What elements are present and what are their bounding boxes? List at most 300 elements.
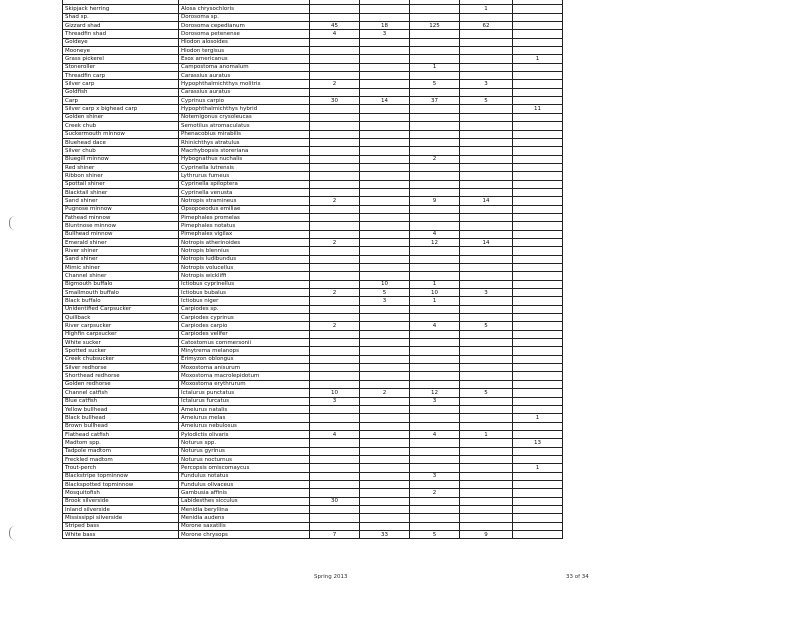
count-cell <box>460 222 513 230</box>
scientific-name-cell: Carassius auratus <box>179 72 310 80</box>
common-name-cell: Spotted sucker <box>63 347 179 355</box>
count-cell <box>513 255 563 263</box>
count-cell <box>360 314 410 322</box>
count-cell <box>513 514 563 522</box>
count-cell <box>360 480 410 488</box>
count-cell <box>410 422 460 430</box>
count-cell: 2 <box>410 155 460 163</box>
count-cell <box>310 514 360 522</box>
count-cell <box>460 455 513 463</box>
table-row <box>63 222 563 230</box>
count-cell <box>513 13 563 21</box>
scientific-name-cell: Menidia beryllina <box>179 505 310 513</box>
count-cell: 33 <box>360 531 410 539</box>
table-row <box>63 247 563 255</box>
count-cell <box>410 405 460 413</box>
common-name-cell: Unidentified Carpsucker <box>63 305 179 313</box>
count-cell <box>410 514 460 522</box>
count-cell <box>410 314 460 322</box>
count-cell <box>310 147 360 155</box>
common-name-cell: Red shiner <box>63 163 179 171</box>
count-cell: 10 <box>410 289 460 297</box>
count-cell <box>360 13 410 21</box>
count-cell <box>360 514 410 522</box>
count-cell <box>360 264 410 272</box>
count-cell <box>310 297 360 305</box>
count-cell <box>360 205 410 213</box>
scientific-name-cell: Notropis ludibundus <box>179 255 310 263</box>
common-name-cell: Silver carp <box>63 80 179 88</box>
count-cell <box>513 180 563 188</box>
count-cell <box>410 163 460 171</box>
count-cell <box>513 505 563 513</box>
scientific-name-cell: Alosa chrysochloris <box>179 5 310 13</box>
count-cell <box>310 222 360 230</box>
scientific-name-cell: Cyprinella spiloptera <box>179 180 310 188</box>
count-cell: 12 <box>410 238 460 246</box>
count-cell: 4 <box>310 30 360 38</box>
common-name-cell: Mississippi silverside <box>63 514 179 522</box>
count-cell <box>410 355 460 363</box>
scientific-name-cell: Cyprinus carpio <box>179 97 310 105</box>
count-cell <box>360 63 410 71</box>
common-name-cell: Golden redhorse <box>63 380 179 388</box>
common-name-cell: White bass <box>63 531 179 539</box>
count-cell <box>460 147 513 155</box>
common-name-cell: White sucker <box>63 339 179 347</box>
scientific-name-cell: Hypophthalmichthys molitrix <box>179 80 310 88</box>
table-row <box>63 130 563 138</box>
count-cell <box>460 255 513 263</box>
table-row <box>63 297 563 305</box>
count-cell <box>460 47 513 55</box>
count-cell <box>410 497 460 505</box>
table-row <box>63 347 563 355</box>
count-cell <box>360 497 410 505</box>
scientific-name-cell: Gambusia affinis <box>179 489 310 497</box>
count-cell <box>360 322 410 330</box>
count-cell <box>460 489 513 497</box>
count-cell <box>410 272 460 280</box>
count-cell <box>310 55 360 63</box>
count-cell <box>310 439 360 447</box>
count-cell <box>410 188 460 196</box>
scientific-name-cell: Morone saxatilis <box>179 522 310 530</box>
common-name-cell: Black bullhead <box>63 414 179 422</box>
table-row <box>63 163 563 171</box>
table-row <box>63 405 563 413</box>
count-cell <box>310 72 360 80</box>
scientific-name-cell: Ameiurus nebulosus <box>179 422 310 430</box>
common-name-cell: Carp <box>63 97 179 105</box>
count-cell <box>410 213 460 221</box>
count-cell <box>513 347 563 355</box>
count-cell <box>310 314 360 322</box>
count-cell <box>310 155 360 163</box>
scientific-name-cell: Macrhybopsis storeriana <box>179 147 310 155</box>
count-cell <box>513 222 563 230</box>
common-name-cell: Golden shiner <box>63 113 179 121</box>
margin-bracket-mark <box>9 216 16 230</box>
count-cell: 5 <box>410 531 460 539</box>
table-row <box>63 30 563 38</box>
table-row <box>63 505 563 513</box>
count-cell <box>460 522 513 530</box>
common-name-cell: Madtom spp. <box>63 439 179 447</box>
count-cell <box>460 264 513 272</box>
table-row <box>63 289 563 297</box>
count-cell <box>460 472 513 480</box>
scientific-name-cell: Ictalurus punctatus <box>179 389 310 397</box>
count-cell <box>513 155 563 163</box>
count-cell <box>310 380 360 388</box>
table-row <box>63 80 563 88</box>
count-cell <box>513 63 563 71</box>
table-row <box>63 514 563 522</box>
count-cell <box>460 405 513 413</box>
count-cell: 5 <box>360 289 410 297</box>
count-cell <box>410 172 460 180</box>
common-name-cell: Silver redhorse <box>63 364 179 372</box>
table-row <box>63 314 563 322</box>
count-cell <box>360 505 410 513</box>
count-cell <box>460 372 513 380</box>
count-cell <box>310 172 360 180</box>
scientific-name-cell: Campostoma anomalum <box>179 63 310 71</box>
common-name-cell: Silver chub <box>63 147 179 155</box>
count-cell <box>513 247 563 255</box>
table-row <box>63 264 563 272</box>
count-cell <box>360 422 410 430</box>
common-name-cell: River shiner <box>63 247 179 255</box>
table-row <box>63 472 563 480</box>
scientific-name-cell: Noturus gyrinus <box>179 447 310 455</box>
count-cell <box>310 405 360 413</box>
count-cell <box>460 439 513 447</box>
count-cell <box>460 30 513 38</box>
scientific-name-cell: Pimephales notatus <box>179 222 310 230</box>
count-cell <box>460 188 513 196</box>
scientific-name-cell: Hiodon tergisus <box>179 47 310 55</box>
scientific-name-cell: Erimyzon oblongus <box>179 355 310 363</box>
count-cell <box>410 455 460 463</box>
count-cell <box>513 113 563 121</box>
count-cell: 62 <box>460 22 513 30</box>
common-name-cell: Brown bullhead <box>63 422 179 430</box>
count-cell <box>360 455 410 463</box>
count-cell <box>460 339 513 347</box>
count-cell <box>410 255 460 263</box>
common-name-cell: Goldfish <box>63 88 179 96</box>
count-cell <box>310 230 360 238</box>
common-name-cell: Bluegill minnow <box>63 155 179 163</box>
count-cell <box>513 130 563 138</box>
count-cell <box>460 163 513 171</box>
count-cell <box>460 122 513 130</box>
scientific-name-cell: Catostomus commersonii <box>179 339 310 347</box>
count-cell <box>360 163 410 171</box>
count-cell: 3 <box>410 397 460 405</box>
count-cell: 12 <box>410 389 460 397</box>
count-cell <box>360 405 410 413</box>
common-name-cell: Emerald shiner <box>63 238 179 246</box>
count-cell <box>410 464 460 472</box>
count-cell <box>513 389 563 397</box>
common-name-cell: Trout-perch <box>63 464 179 472</box>
count-cell <box>310 13 360 21</box>
count-cell <box>310 88 360 96</box>
count-cell: 3 <box>360 297 410 305</box>
count-cell <box>310 63 360 71</box>
count-cell <box>513 280 563 288</box>
count-cell: 4 <box>410 230 460 238</box>
count-cell <box>410 222 460 230</box>
count-cell <box>513 122 563 130</box>
count-cell <box>513 72 563 80</box>
count-cell <box>513 289 563 297</box>
count-cell <box>360 47 410 55</box>
count-cell <box>360 222 410 230</box>
table-row <box>63 255 563 263</box>
count-cell: 3 <box>460 80 513 88</box>
count-cell <box>360 38 410 46</box>
common-name-cell: Ribbon shiner <box>63 172 179 180</box>
count-cell <box>310 205 360 213</box>
count-cell <box>310 138 360 146</box>
table-row <box>63 447 563 455</box>
table-row <box>63 522 563 530</box>
count-cell <box>410 380 460 388</box>
scientific-name-cell: Hybognathus nuchalis <box>179 155 310 163</box>
count-cell <box>460 55 513 63</box>
table-row <box>63 439 563 447</box>
count-cell <box>310 105 360 113</box>
count-cell <box>360 522 410 530</box>
count-cell <box>513 422 563 430</box>
table-row <box>63 455 563 463</box>
table-row <box>63 272 563 280</box>
common-name-cell: Sand shiner <box>63 197 179 205</box>
common-name-cell: Creek chub <box>63 122 179 130</box>
count-cell <box>460 230 513 238</box>
count-cell <box>410 113 460 121</box>
count-cell <box>410 339 460 347</box>
scientific-name-cell: Carpiodes velifer <box>179 330 310 338</box>
scientific-name-cell: Opsopoeodus emiliae <box>179 205 310 213</box>
count-cell <box>513 531 563 539</box>
scientific-name-cell: Notropis stramineus <box>179 197 310 205</box>
common-name-cell: Sand shiner <box>63 255 179 263</box>
table-row <box>63 230 563 238</box>
table-row <box>63 213 563 221</box>
count-cell <box>460 380 513 388</box>
table-row <box>63 138 563 146</box>
scientific-name-cell: Ictiobus niger <box>179 297 310 305</box>
common-name-cell: Flathead catfish <box>63 430 179 438</box>
count-cell <box>460 13 513 21</box>
count-cell <box>513 455 563 463</box>
count-cell <box>360 230 410 238</box>
table-row <box>63 55 563 63</box>
footer-page-number: 33 of 34 <box>566 574 589 580</box>
common-name-cell: Threadfin shad <box>63 30 179 38</box>
common-name-cell: Mooneye <box>63 47 179 55</box>
scientific-name-cell: Dorosoma sp. <box>179 13 310 21</box>
common-name-cell: Highfin carpsucker <box>63 330 179 338</box>
count-cell <box>310 372 360 380</box>
common-name-cell: Spottail shiner <box>63 180 179 188</box>
count-cell <box>460 38 513 46</box>
count-cell <box>513 22 563 30</box>
count-cell <box>410 264 460 272</box>
common-name-cell: Silver carp x bighead carp <box>63 105 179 113</box>
scientific-name-cell: Dorosoma cepedianum <box>179 22 310 30</box>
count-cell <box>513 372 563 380</box>
table-row <box>63 180 563 188</box>
count-cell: 10 <box>360 280 410 288</box>
count-cell <box>460 497 513 505</box>
count-cell <box>410 88 460 96</box>
count-cell <box>360 180 410 188</box>
count-cell <box>460 72 513 80</box>
count-cell <box>360 138 410 146</box>
count-cell <box>513 38 563 46</box>
scientific-name-cell: Percopsis omiscomaycus <box>179 464 310 472</box>
common-name-cell: Freckled madtom <box>63 455 179 463</box>
count-cell <box>410 147 460 155</box>
count-cell <box>460 88 513 96</box>
scientific-name-cell: Ameiurus natalis <box>179 405 310 413</box>
count-cell: 1 <box>460 5 513 13</box>
table-row <box>63 372 563 380</box>
count-cell: 2 <box>310 238 360 246</box>
count-cell: 3 <box>310 397 360 405</box>
count-cell <box>310 163 360 171</box>
common-name-cell: Mosquitofish <box>63 489 179 497</box>
count-cell <box>360 305 410 313</box>
count-cell <box>460 364 513 372</box>
table-row <box>63 322 563 330</box>
scientific-name-cell: Semotilus atromaculatus <box>179 122 310 130</box>
table-row <box>63 430 563 438</box>
scientific-name-cell: Menidia audens <box>179 514 310 522</box>
count-cell <box>410 38 460 46</box>
count-cell <box>310 272 360 280</box>
count-cell <box>360 372 410 380</box>
count-cell <box>410 122 460 130</box>
table-row <box>63 97 563 105</box>
count-cell: 14 <box>460 238 513 246</box>
count-cell: 4 <box>310 430 360 438</box>
count-cell: 30 <box>310 97 360 105</box>
scientific-name-cell: Carpiodes sp. <box>179 305 310 313</box>
count-cell <box>360 397 410 405</box>
table-row <box>63 464 563 472</box>
count-cell <box>513 30 563 38</box>
count-cell <box>360 55 410 63</box>
count-cell: 3 <box>410 472 460 480</box>
margin-bracket-mark <box>9 526 16 540</box>
count-cell <box>410 347 460 355</box>
count-cell <box>460 138 513 146</box>
count-cell <box>310 47 360 55</box>
count-cell <box>310 480 360 488</box>
table-row <box>63 339 563 347</box>
count-cell <box>310 280 360 288</box>
count-cell <box>360 80 410 88</box>
count-cell: 13 <box>513 439 563 447</box>
count-cell <box>410 72 460 80</box>
scientific-name-cell: Cyprinella lutrensis <box>179 163 310 171</box>
count-cell <box>410 130 460 138</box>
count-cell <box>410 13 460 21</box>
table-row <box>63 122 563 130</box>
count-cell <box>513 364 563 372</box>
count-cell <box>360 88 410 96</box>
count-cell <box>360 5 410 13</box>
count-cell <box>513 497 563 505</box>
count-cell: 2 <box>310 197 360 205</box>
scientific-name-cell: Pylodictis olivaris <box>179 430 310 438</box>
scientific-name-cell: Notemigonus crysoleucas <box>179 113 310 121</box>
common-name-cell: Goldeye <box>63 38 179 46</box>
count-cell: 10 <box>310 389 360 397</box>
count-cell <box>410 47 460 55</box>
count-cell: 2 <box>410 489 460 497</box>
count-cell: 3 <box>460 289 513 297</box>
table-row <box>63 147 563 155</box>
count-cell: 2 <box>360 389 410 397</box>
count-cell: 1 <box>513 464 563 472</box>
count-cell <box>410 522 460 530</box>
count-cell <box>460 180 513 188</box>
scientific-name-cell: Noturus nocturnus <box>179 455 310 463</box>
count-cell <box>360 247 410 255</box>
count-cell <box>513 238 563 246</box>
count-cell <box>310 464 360 472</box>
count-cell <box>513 522 563 530</box>
count-cell <box>360 213 410 221</box>
count-cell <box>310 38 360 46</box>
count-cell <box>410 205 460 213</box>
table-row <box>63 38 563 46</box>
count-cell <box>513 489 563 497</box>
common-name-cell: Fathead minnow <box>63 213 179 221</box>
count-cell <box>513 5 563 13</box>
common-name-cell: Grass pickerel <box>63 55 179 63</box>
count-cell <box>513 314 563 322</box>
count-cell <box>513 147 563 155</box>
scientific-name-cell: Notropis wickliffi <box>179 272 310 280</box>
count-cell <box>410 247 460 255</box>
count-cell <box>460 447 513 455</box>
count-cell <box>513 188 563 196</box>
count-cell <box>310 113 360 121</box>
count-cell: 7 <box>310 531 360 539</box>
count-cell <box>310 447 360 455</box>
scientific-name-cell: Cyprinella venusta <box>179 188 310 196</box>
scientific-name-cell: Ictiobus bubalus <box>179 289 310 297</box>
count-cell <box>410 30 460 38</box>
common-name-cell: Bluntnose minnow <box>63 222 179 230</box>
count-cell <box>360 255 410 263</box>
table-row <box>63 13 563 21</box>
common-name-cell: Channel catfish <box>63 389 179 397</box>
common-name-cell: Channel shiner <box>63 272 179 280</box>
count-cell <box>460 172 513 180</box>
count-cell <box>513 322 563 330</box>
count-cell <box>460 347 513 355</box>
